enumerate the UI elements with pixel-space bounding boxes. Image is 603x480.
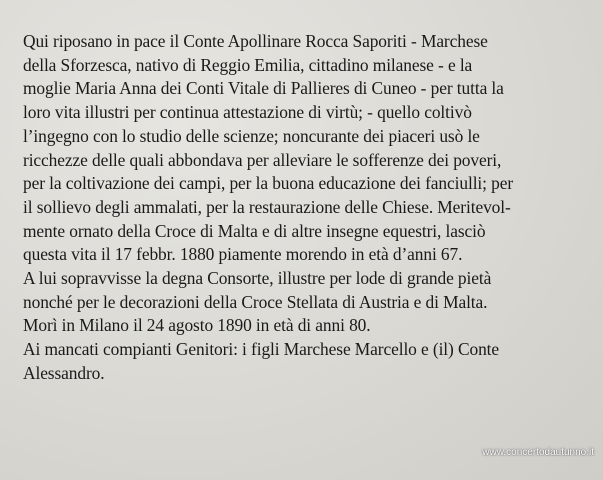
- inscription-line: Qui riposano in pace il Conte Apollinare Rocca Saporiti - Marchese: [23, 31, 488, 51]
- inscription-line: questa vita il 17 febbr. 1880 piamente morendo in età d’anni 67.: [23, 244, 463, 265]
- inscription-line: A lui sopravvisse la degna Consorte, illustre per lode di grande pietà: [23, 268, 492, 289]
- watermark-text: www.concertodautunno.it: [482, 447, 594, 458]
- inscription-line: nonché per le decorazioni della Croce Stellata di Austria e di Malta.: [23, 291, 488, 312]
- inscription-line: moglie Maria Anna dei Conti Vitale di Pallieres di Cuneo - per tutta la: [23, 78, 504, 99]
- inscription-line: l’ingegno con lo studio delle scienze; noncurante dei piaceri usò le: [23, 125, 480, 146]
- inscription-line: il sollievo degli ammalati, per la restaurazione delle Chiese. Meritevol-: [23, 196, 511, 217]
- inscription-line: Alessandro.: [23, 362, 105, 383]
- inscription-line: mente ornato della Croce di Malta e di altre insegne equestri, lasciò: [23, 220, 486, 241]
- inscription-line: della Sforzesca, nativo di Reggio Emilia, cittadino milanese - e la: [23, 54, 473, 75]
- inscription-line: per la coltivazione dei campi, per la buona educazione dei fanciulli; per: [23, 173, 514, 194]
- inscription-text: [23, 30, 595, 386]
- inscription-line: Ai mancati compianti Genitori: i figli Marchese Marcello e (il) Conte: [23, 339, 500, 360]
- inscription-line: loro vita illustri per continua attestazione di virtù; - quello coltivò: [23, 102, 472, 123]
- inscription-line: Morì in Milano il 24 agosto 1890 in età di anni 80.: [23, 315, 371, 336]
- inscription-line: ricchezze delle quali abbondava per alleviare le sofferenze dei poveri,: [23, 149, 502, 170]
